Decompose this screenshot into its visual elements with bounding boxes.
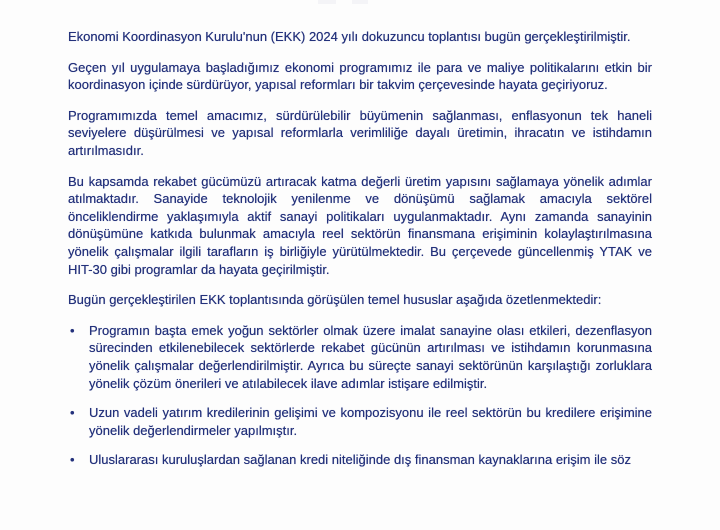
list-item-text: Uluslararası kuruluşlardan sağlanan kredi niteliğinde dış finansman kaynaklarına erişim ile söz — [89, 452, 631, 468]
cropped-text-artifact — [318, 0, 336, 4]
list-item — [68, 322, 652, 392]
topics-list — [68, 322, 652, 469]
list-item-text: Uzun vadeli yatırım kredilerinin gelişimi ve kompozisyonu ile reel sektörün bu kredilere erişimine yönelik değerlendirmeler yapılmıştır. — [89, 405, 652, 438]
bullet-icon: • — [70, 405, 75, 421]
bullet-icon: • — [70, 452, 75, 468]
paragraph-goals: Programımızda temel amacımız, sürdürülebilir büyümenin sağlanması, enflasyonun tek haneli seviyelere düşürülmesi ve yapısal reformlarla verimliliğe dayalı üretimin, ihracatın ve istihdamın artırılmasıdır. — [68, 107, 652, 158]
cropped-text-artifact — [352, 0, 368, 4]
bullet-icon: • — [70, 322, 75, 338]
paragraph-industry: Bu kapsamda rekabet gücümüzü artıracak katma değerli üretim yapısını sağlamaya yönelik adımlar atılmaktadır. Sanayide teknolojik yenilenme ve dönüşümü sağlamak amacıyla sektörel önceliklendirme yaklaşımıyla aktif sanayi politikaları uygulanmaktadır. Aynı zamanda sanayinin dönüşümüne katkıda bulunmak amacıyla reel sektörün finansmana erişiminin kolaylaştırılmasına yönelik çalışmalar ilgili tarafların iş birliğiyle yürütülmektedir. Bu çerçevede güncellenmiş YTAK ve HIT-30 gibi programlar da hayata geçirilmiştir. — [68, 173, 652, 277]
press-release-body — [68, 28, 652, 481]
paragraph-program: Geçen yıl uygulamaya başladığımız ekonomi programımız ile para ve maliye politikalarını etkin bir koordinasyon içinde sürdürüyor, yapısal reformları bir takvim çerçevesinde hayata geçiriyoruz. — [68, 59, 652, 93]
paragraph-intro: Ekonomi Koordinasyon Kurulu'nun (EKK) 2024 yılı dokuzuncu toplantısı bugün gerçekleştirilmiştir. — [68, 29, 631, 44]
list-item-text: Programın başta emek yoğun sektörler olmak üzere imalat sanayine olası etkileri, dezenflasyon sürecinden etkilenebilecek sektörlerde rekabet gücünün artırılması ve istihdamın korunmasına yönelik çalışmalar değerlendirilmiştir. Ayrıca bu süreçte sanayi sektörünün karşılaştığı zorluklara yönelik çözüm önerileri ve atılabilecek ilave adımlar istişare edilmiştir. — [89, 322, 652, 391]
paragraph-summary-lead: Bugün gerçekleştirilen EKK toplantısında görüşülen temel hususlar aşağıda özetlenmektedir: — [68, 292, 602, 308]
list-item — [68, 451, 652, 469]
list-item — [68, 404, 652, 439]
